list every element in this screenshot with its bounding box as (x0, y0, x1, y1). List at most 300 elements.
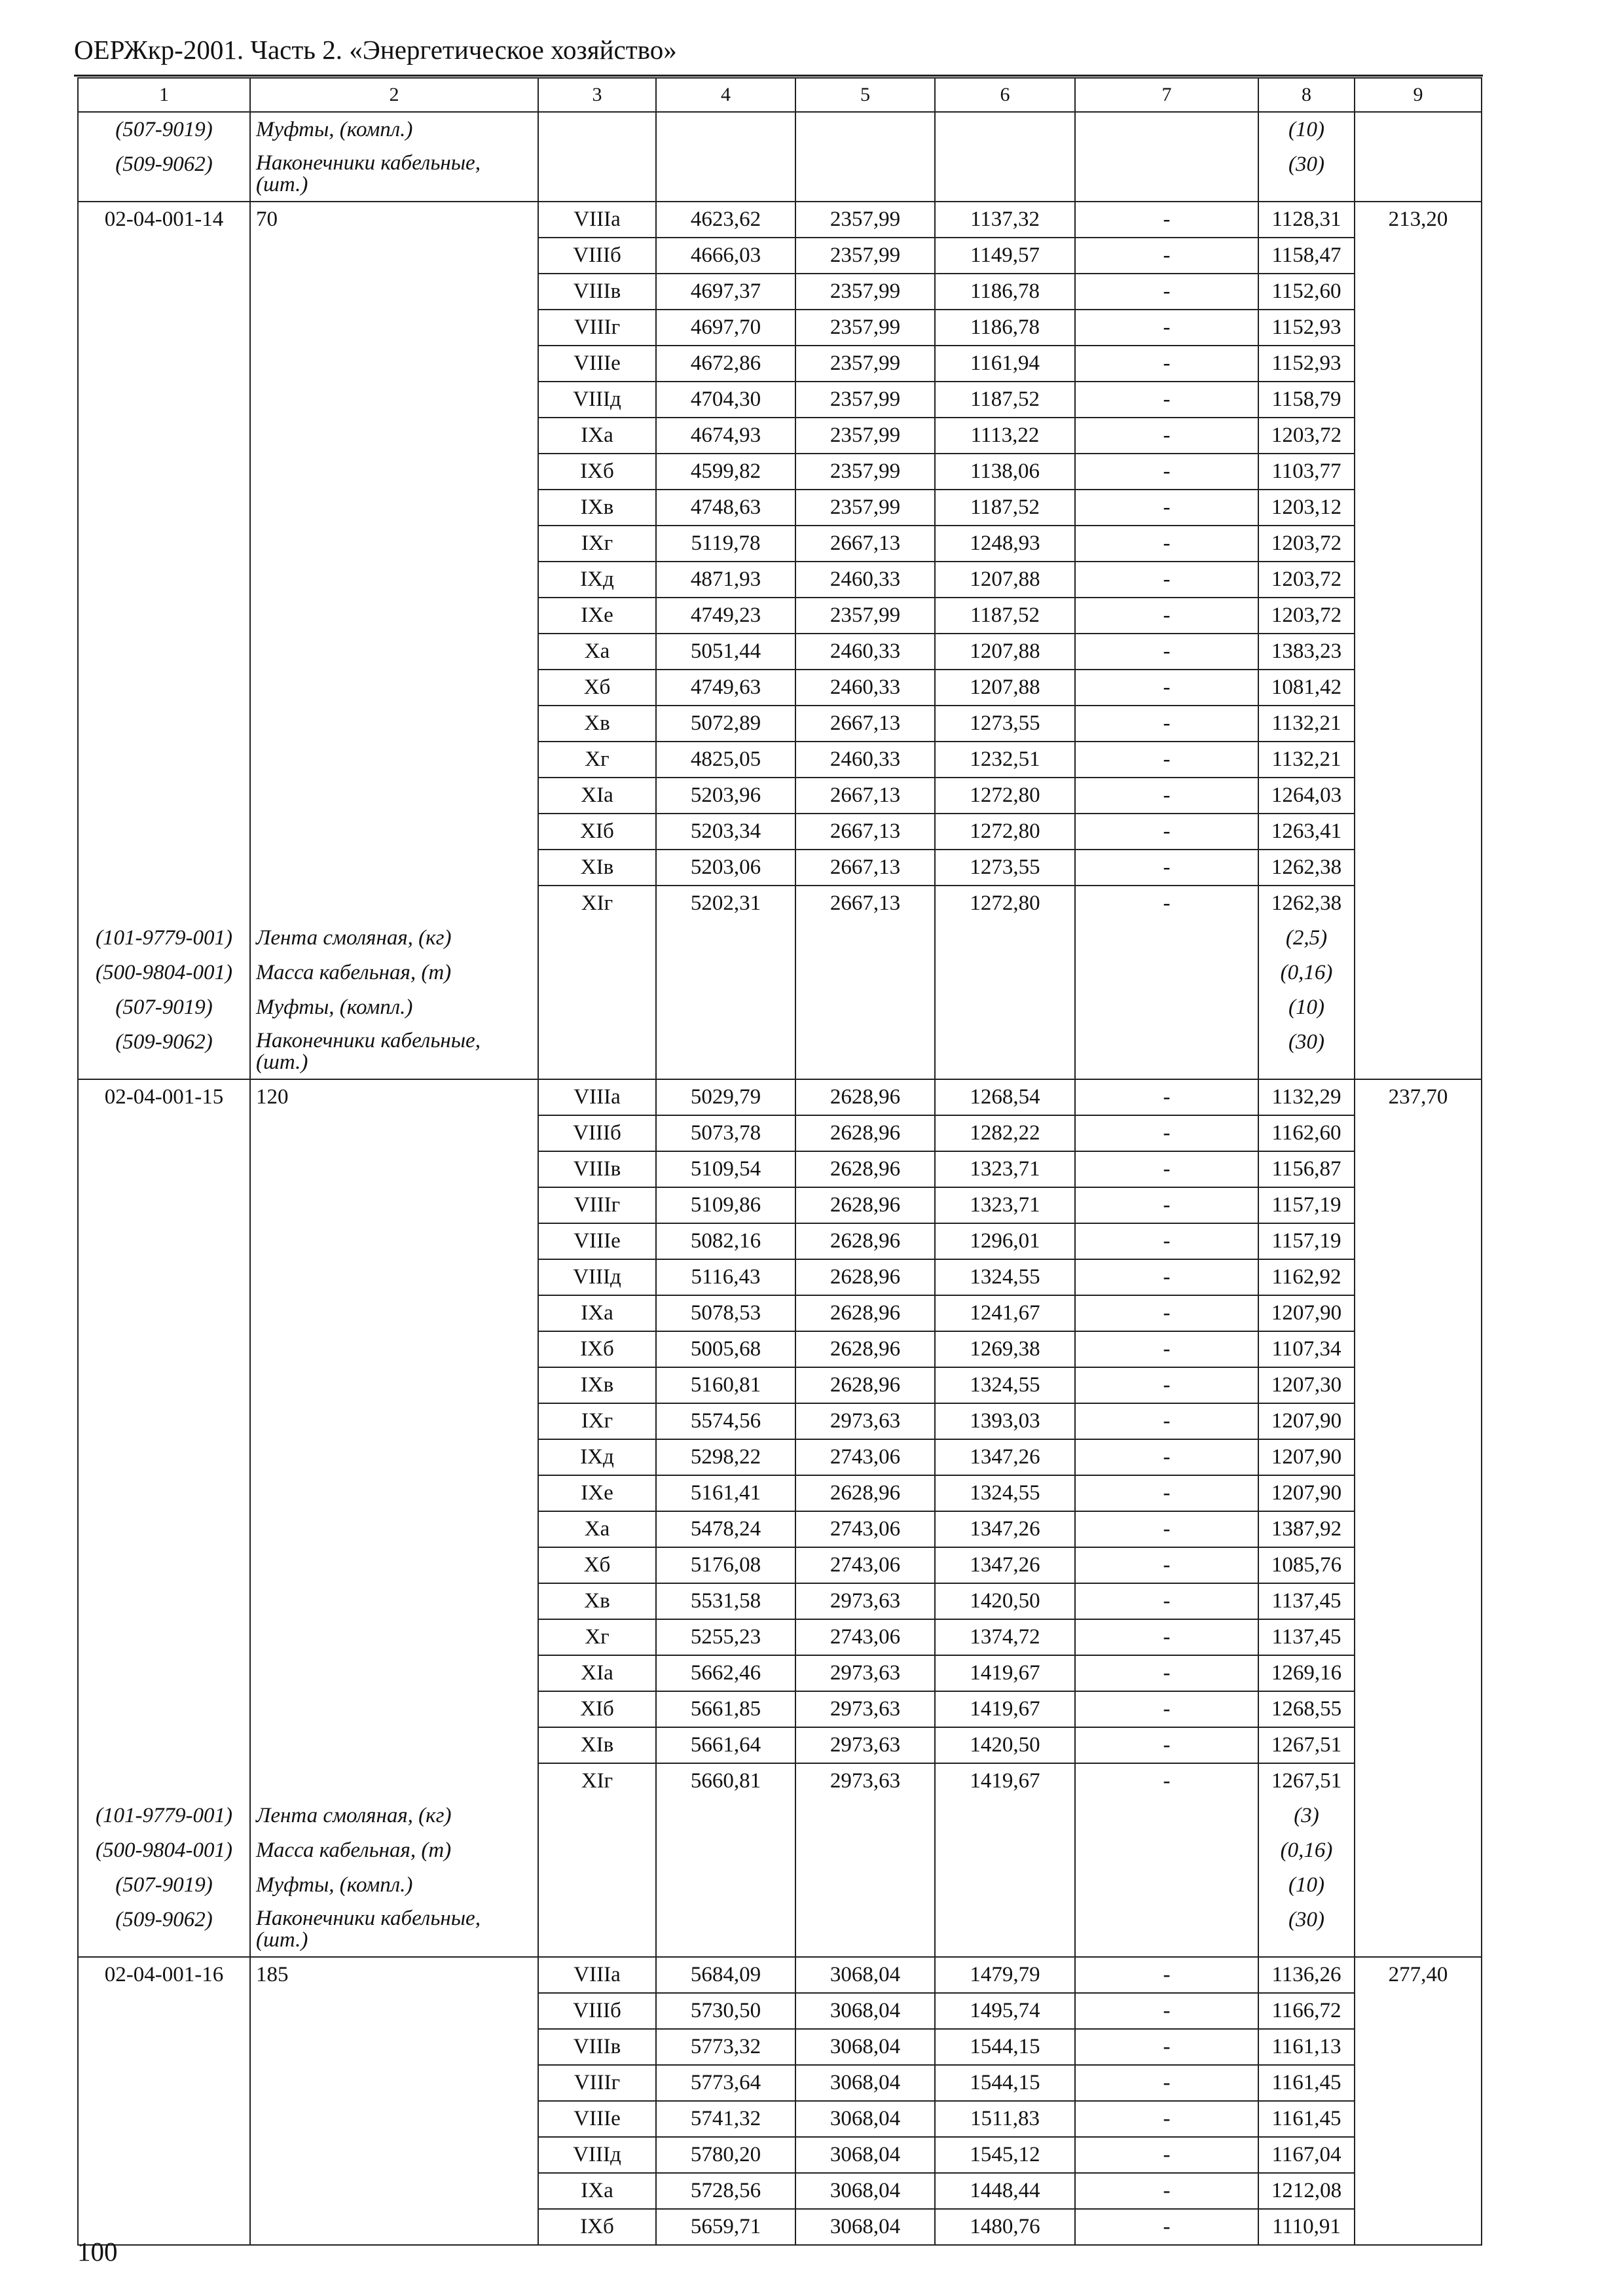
value-cell: - (1075, 1993, 1258, 2029)
empty-cell (78, 1295, 250, 1331)
empty-cell (250, 1259, 538, 1295)
empty-cell (250, 418, 538, 454)
value-cell: - (1075, 346, 1258, 382)
value-cell: - (1075, 1727, 1258, 1763)
table-row (78, 238, 1482, 274)
value-cell: 2743,06 (795, 1439, 935, 1475)
empty-cell (250, 2173, 538, 2209)
value-cell: 5255,23 (656, 1619, 795, 1655)
table-row (78, 2029, 1482, 2065)
value-cell: 3068,04 (795, 2101, 935, 2137)
empty-cell (250, 1547, 538, 1583)
table-row (78, 2173, 1482, 2209)
value-cell: 1272,80 (935, 886, 1075, 921)
table-row (78, 2101, 1482, 2137)
empty-cell (250, 1151, 538, 1187)
empty-cell (795, 921, 935, 1079)
value-cell: 5109,54 (656, 1151, 795, 1187)
value-cell: - (1075, 2101, 1258, 2137)
resource-name: Масса кабельная, (т) (256, 1839, 452, 1862)
table-row (78, 1619, 1482, 1655)
empty-cell (78, 1763, 250, 1799)
empty-cell (250, 454, 538, 490)
table-row (78, 526, 1482, 562)
value-cell: - (1075, 814, 1258, 850)
value-cell: Xг (538, 1619, 656, 1655)
resource-name: Муфты, (компл.) (256, 1873, 413, 1897)
table-row (78, 634, 1482, 670)
empty-cell (78, 1259, 250, 1295)
value-cell: 1107,34 (1258, 1331, 1355, 1367)
empty-cell (78, 1547, 250, 1583)
empty-cell (78, 778, 250, 814)
value-cell: 2357,99 (795, 490, 935, 526)
empty-cell (78, 310, 250, 346)
value-cell: 2628,96 (795, 1295, 935, 1331)
value-cell: VIIIв (538, 1151, 656, 1187)
table-row (78, 1547, 1482, 1583)
value-cell: 2628,96 (795, 1367, 935, 1403)
value-cell: 2628,96 (795, 1115, 935, 1151)
resource-value: (10) (1288, 996, 1324, 1019)
empty-cell (250, 2209, 538, 2245)
value-cell: 5005,68 (656, 1331, 795, 1367)
value-cell: 1419,67 (935, 1763, 1075, 1799)
value-cell: 2973,63 (795, 1727, 935, 1763)
table-row (78, 1403, 1482, 1439)
resource-value: (2,5) (1285, 926, 1328, 950)
value-cell: 1268,55 (1258, 1691, 1355, 1727)
resource-code: (101-9779-001) (96, 1804, 232, 1827)
table-row (78, 1259, 1482, 1295)
value-cell: Xа (538, 634, 656, 670)
value-cell: 1166,72 (1258, 1993, 1355, 2029)
value-cell: 1207,88 (935, 562, 1075, 598)
column-header: 9 (1355, 78, 1482, 112)
value-cell: VIIIб (538, 238, 656, 274)
value-cell: 1241,67 (935, 1295, 1075, 1331)
value-cell: 4599,82 (656, 454, 795, 490)
resource-code: (101-9779-001) (96, 926, 232, 950)
value-cell: 1324,55 (935, 1475, 1075, 1511)
value-cell: 5780,20 (656, 2137, 795, 2173)
empty-cell (250, 778, 538, 814)
table-row (78, 1727, 1482, 1763)
resource-value: (10) (1288, 118, 1324, 141)
value-cell: 1162,60 (1258, 1115, 1355, 1151)
empty-cell (250, 1367, 538, 1403)
value-cell: 2357,99 (795, 382, 935, 418)
value-cell: 1203,72 (1258, 598, 1355, 634)
item-name: 70 (250, 202, 538, 238)
table-row (78, 1331, 1482, 1367)
value-cell: 1161,45 (1258, 2065, 1355, 2101)
empty-cell (78, 850, 250, 886)
empty-cell (78, 1439, 250, 1475)
value-cell: - (1075, 1223, 1258, 1259)
item-code: 02-04-001-16 (78, 1957, 250, 1993)
empty-cell (78, 706, 250, 742)
value-cell: 1137,45 (1258, 1583, 1355, 1619)
empty-cell (250, 1511, 538, 1547)
value-cell: - (1075, 1151, 1258, 1187)
value-cell: 4704,30 (656, 382, 795, 418)
value-cell: 4748,63 (656, 490, 795, 526)
empty-cell (78, 1655, 250, 1691)
value-cell: 1110,91 (1258, 2209, 1355, 2245)
item-code: 02-04-001-15 (78, 1079, 250, 1115)
value-cell: Xб (538, 1547, 656, 1583)
value-cell: 1113,22 (935, 418, 1075, 454)
empty-cell (1075, 921, 1258, 1079)
resource-value: (30) (1288, 1030, 1324, 1054)
empty-cell (78, 1511, 250, 1547)
value-cell: 1161,94 (935, 346, 1075, 382)
value-cell: 1207,90 (1258, 1295, 1355, 1331)
resource-value: (0,16) (1280, 961, 1333, 984)
empty-cell (78, 1583, 250, 1619)
empty-cell (78, 598, 250, 634)
value-cell: 2357,99 (795, 418, 935, 454)
value-cell: VIIIд (538, 2137, 656, 2173)
empty-cell (250, 886, 538, 921)
resource-codes (78, 112, 250, 202)
value-cell: 1267,51 (1258, 1763, 1355, 1799)
value-cell: IXв (538, 490, 656, 526)
table-row (78, 1993, 1482, 2029)
empty-cell (538, 112, 656, 202)
empty-cell (250, 1115, 538, 1151)
value-cell: 1157,19 (1258, 1223, 1355, 1259)
resource-code: (507-9019) (115, 118, 213, 141)
value-cell: 5119,78 (656, 526, 795, 562)
value-cell: 2460,33 (795, 634, 935, 670)
resource-value: (10) (1288, 1873, 1324, 1897)
value-cell: 1273,55 (935, 706, 1075, 742)
page-number: 100 (77, 2236, 118, 2267)
empty-cell (78, 1223, 250, 1259)
value-cell: 1324,55 (935, 1259, 1075, 1295)
value-cell: 2973,63 (795, 1403, 935, 1439)
value-cell: - (1075, 670, 1258, 706)
column-header: 4 (656, 78, 795, 112)
column-header: 3 (538, 78, 656, 112)
empty-cell (656, 921, 795, 1079)
empty-cell (78, 2101, 250, 2137)
value-cell: 1323,71 (935, 1151, 1075, 1187)
value-cell: 2357,99 (795, 598, 935, 634)
value-cell: 5051,44 (656, 634, 795, 670)
table-row (78, 886, 1482, 921)
table-row (78, 598, 1482, 634)
value-cell: 1137,45 (1258, 1619, 1355, 1655)
value-cell: 1187,52 (935, 382, 1075, 418)
table-row (78, 1439, 1482, 1475)
empty-cell (78, 274, 250, 310)
value-cell: - (1075, 1079, 1258, 1115)
value-cell: 2357,99 (795, 274, 935, 310)
value-cell: VIIIг (538, 1187, 656, 1223)
value-cell: 1263,41 (1258, 814, 1355, 850)
empty-cell (250, 1763, 538, 1799)
resource-value: (30) (1288, 152, 1324, 176)
empty-cell (935, 921, 1075, 1079)
value-cell: 1132,21 (1258, 742, 1355, 778)
value-cell: 4749,23 (656, 598, 795, 634)
value-cell: 1203,72 (1258, 562, 1355, 598)
value-cell: 2628,96 (795, 1259, 935, 1295)
resource-values (1258, 1799, 1355, 1957)
table-row (78, 850, 1482, 886)
empty-cell (250, 490, 538, 526)
value-cell: 2628,96 (795, 1079, 935, 1115)
table-row (78, 1367, 1482, 1403)
value-cell: 1186,78 (935, 274, 1075, 310)
value-cell: 1132,29 (1258, 1079, 1355, 1115)
value-cell: 4672,86 (656, 346, 795, 382)
resource-row (78, 1799, 1482, 1957)
column-header: 8 (1258, 78, 1355, 112)
empty-cell (78, 1691, 250, 1727)
value-cell: 1136,26 (1258, 1957, 1355, 1993)
value-cell: 5773,64 (656, 2065, 795, 2101)
value-cell: - (1075, 1655, 1258, 1691)
table-row (78, 742, 1482, 778)
value-cell: 2973,63 (795, 1763, 935, 1799)
value-cell: - (1075, 850, 1258, 886)
value-cell: 5661,85 (656, 1691, 795, 1727)
value-cell: 1232,51 (935, 742, 1075, 778)
value-cell: 5073,78 (656, 1115, 795, 1151)
table-row (78, 2137, 1482, 2173)
item-code: 02-04-001-14 (78, 202, 250, 238)
value-cell: 5684,09 (656, 1957, 795, 1993)
table-row (78, 706, 1482, 742)
empty-cell (250, 2137, 538, 2173)
value-cell: VIIIе (538, 346, 656, 382)
resource-code: (509-9062) (115, 152, 213, 176)
value-cell: 5082,16 (656, 1223, 795, 1259)
resource-name: Наконечники кабельные, (шт.) (256, 151, 481, 196)
resource-code: (509-9062) (115, 1030, 213, 1054)
value-cell: - (1075, 1331, 1258, 1367)
value-cell: 1203,12 (1258, 490, 1355, 526)
column-header-row (78, 78, 1482, 112)
value-cell: 3068,04 (795, 2029, 935, 2065)
empty-cell (250, 706, 538, 742)
value-cell: 2667,13 (795, 850, 935, 886)
value-cell: IXа (538, 1295, 656, 1331)
value-cell: 1420,50 (935, 1727, 1075, 1763)
value-cell: 1128,31 (1258, 202, 1355, 238)
value-cell: - (1075, 418, 1258, 454)
value-cell: 1545,12 (935, 2137, 1075, 2173)
value-cell: 2460,33 (795, 670, 935, 706)
table-row (78, 1115, 1482, 1151)
table-row (78, 2209, 1482, 2245)
value-cell: XIб (538, 814, 656, 850)
table-row (78, 1079, 1482, 1115)
value-cell: 4871,93 (656, 562, 795, 598)
empty-cell (78, 814, 250, 850)
empty-cell (250, 2029, 538, 2065)
resource-code: (507-9019) (115, 996, 213, 1019)
empty-cell (78, 418, 250, 454)
value-cell: 1161,13 (1258, 2029, 1355, 2065)
value-cell: - (1075, 1763, 1258, 1799)
resource-name: Муфты, (компл.) (256, 996, 413, 1019)
value-cell: - (1075, 1259, 1258, 1295)
value-cell: 1212,08 (1258, 2173, 1355, 2209)
empty-cell (78, 1619, 250, 1655)
value-cell: - (1075, 1475, 1258, 1511)
value-cell: 5728,56 (656, 2173, 795, 2209)
table-row (78, 454, 1482, 490)
value-cell: 1269,16 (1258, 1655, 1355, 1691)
empty-cell (78, 2029, 250, 2065)
resource-name: Лента смоляная, (кг) (256, 1804, 452, 1827)
value-cell: 5531,58 (656, 1583, 795, 1619)
table-row (78, 1691, 1482, 1727)
resource-name: Масса кабельная, (т) (256, 961, 452, 984)
value-cell: 1420,50 (935, 1583, 1075, 1619)
value-cell: VIIIб (538, 1115, 656, 1151)
resource-values (1258, 112, 1355, 202)
value-cell: 4674,93 (656, 418, 795, 454)
value-cell: 2667,13 (795, 778, 935, 814)
resource-row (78, 112, 1482, 202)
value-cell: 1267,51 (1258, 1727, 1355, 1763)
value-cell: 1203,72 (1258, 418, 1355, 454)
column-header: 5 (795, 78, 935, 112)
value-cell: - (1075, 2065, 1258, 2101)
empty-cell (250, 742, 538, 778)
empty-cell (250, 1295, 538, 1331)
value-cell: 1324,55 (935, 1367, 1075, 1403)
value-cell: 1207,88 (935, 634, 1075, 670)
value-cell: 2743,06 (795, 1547, 935, 1583)
value-cell: 1161,45 (1258, 2101, 1355, 2137)
value-cell: 1085,76 (1258, 1547, 1355, 1583)
resource-name: Наконечники кабельные, (шт.) (256, 1907, 481, 1952)
empty-cell (1075, 112, 1258, 202)
table-row (78, 490, 1482, 526)
column-header: 7 (1075, 78, 1258, 112)
item-col9: 237,70 (1355, 1079, 1482, 1957)
empty-cell (250, 670, 538, 706)
value-cell: 1081,42 (1258, 670, 1355, 706)
value-cell: 1152,93 (1258, 346, 1355, 382)
value-cell: IXе (538, 598, 656, 634)
empty-cell (78, 562, 250, 598)
value-cell: XIа (538, 778, 656, 814)
value-cell: 1544,15 (935, 2065, 1075, 2101)
value-cell: 5176,08 (656, 1547, 795, 1583)
value-cell: 1207,90 (1258, 1403, 1355, 1439)
empty-cell (78, 382, 250, 418)
value-cell: - (1075, 1583, 1258, 1619)
value-cell: 1203,72 (1258, 526, 1355, 562)
column-header: 1 (78, 78, 250, 112)
value-cell: - (1075, 1115, 1258, 1151)
value-cell: 1187,52 (935, 598, 1075, 634)
value-cell: VIIIг (538, 310, 656, 346)
empty-cell (78, 526, 250, 562)
empty-cell (250, 346, 538, 382)
value-cell: 5659,71 (656, 2209, 795, 2245)
value-cell: IXг (538, 526, 656, 562)
value-cell: XIг (538, 886, 656, 921)
empty-cell (250, 382, 538, 418)
value-cell: 5478,24 (656, 1511, 795, 1547)
value-cell: IXб (538, 1331, 656, 1367)
value-cell: IXд (538, 562, 656, 598)
item-col9: 277,40 (1355, 1957, 1482, 2245)
empty-cell (935, 112, 1075, 202)
value-cell: - (1075, 202, 1258, 238)
value-cell: 5161,41 (656, 1475, 795, 1511)
value-cell: 1167,04 (1258, 2137, 1355, 2173)
value-cell: 2973,63 (795, 1655, 935, 1691)
value-cell: 1207,88 (935, 670, 1075, 706)
value-cell: 1162,92 (1258, 1259, 1355, 1295)
table-row (78, 1957, 1482, 1993)
empty-cell (935, 1799, 1075, 1957)
resource-names (250, 112, 538, 202)
empty-cell (250, 1475, 538, 1511)
value-cell: 1262,38 (1258, 886, 1355, 921)
value-cell: - (1075, 490, 1258, 526)
empty-cell (78, 454, 250, 490)
value-cell: 5116,43 (656, 1259, 795, 1295)
value-cell: 1207,30 (1258, 1367, 1355, 1403)
empty-cell (250, 238, 538, 274)
resource-codes (78, 1799, 250, 1957)
value-cell: 3068,04 (795, 2137, 935, 2173)
value-cell: VIIIв (538, 2029, 656, 2065)
value-cell: 2973,63 (795, 1691, 935, 1727)
resource-value: (30) (1288, 1908, 1324, 1931)
empty-cell (795, 112, 935, 202)
value-cell: 3068,04 (795, 2209, 935, 2245)
value-cell: 1495,74 (935, 1993, 1075, 2029)
value-cell: VIIIа (538, 1957, 656, 1993)
resource-code: (509-9062) (115, 1908, 213, 1931)
value-cell: 2357,99 (795, 202, 935, 238)
value-cell: 1264,03 (1258, 778, 1355, 814)
value-cell: XIб (538, 1691, 656, 1727)
value-cell: - (1075, 2209, 1258, 2245)
value-cell: XIг (538, 1763, 656, 1799)
value-cell: 4697,37 (656, 274, 795, 310)
value-cell: 1156,87 (1258, 1151, 1355, 1187)
value-cell: 5109,86 (656, 1187, 795, 1223)
value-cell: - (1075, 562, 1258, 598)
value-cell: 1296,01 (935, 1223, 1075, 1259)
resource-name: Муфты, (компл.) (256, 118, 413, 141)
value-cell: IXв (538, 1367, 656, 1403)
value-cell: 1138,06 (935, 454, 1075, 490)
value-cell: 1282,22 (935, 1115, 1075, 1151)
value-cell: XIв (538, 1727, 656, 1763)
value-cell: 5730,50 (656, 1993, 795, 2029)
value-cell: 1511,83 (935, 2101, 1075, 2137)
value-cell: 5029,79 (656, 1079, 795, 1115)
table-row (78, 1583, 1482, 1619)
empty-cell (538, 1799, 656, 1957)
table-row (78, 1223, 1482, 1259)
value-cell: IXа (538, 2173, 656, 2209)
